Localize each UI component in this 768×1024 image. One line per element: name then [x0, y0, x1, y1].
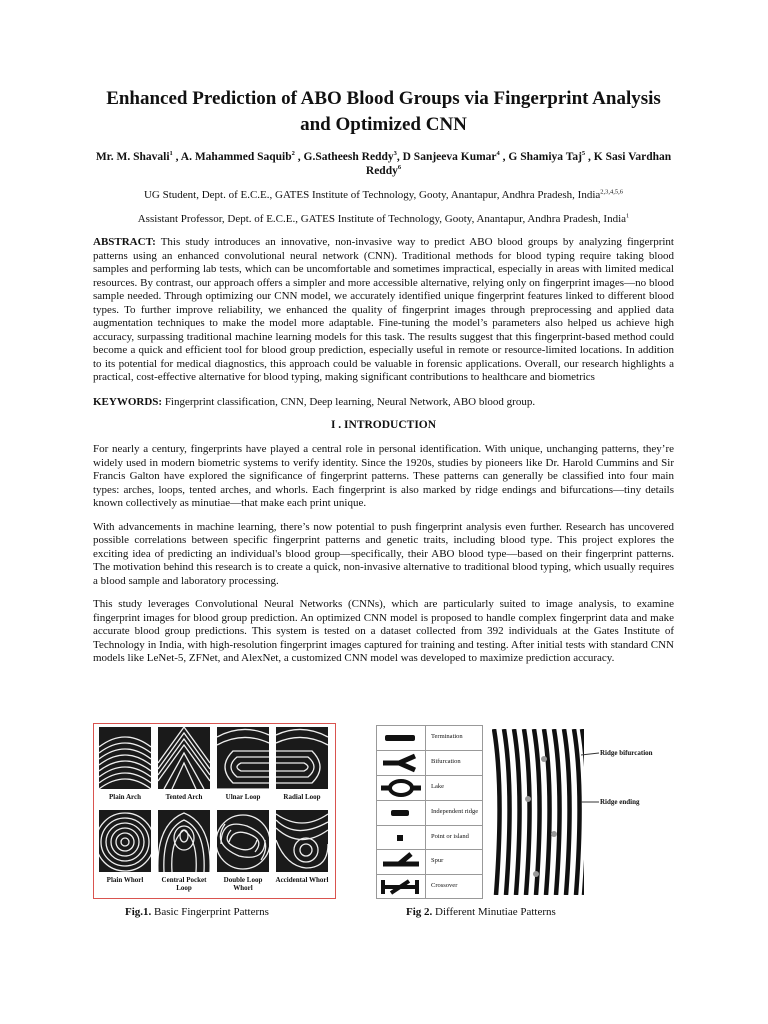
ridge-pattern-image — [492, 729, 584, 895]
pattern-cell — [274, 810, 330, 884]
minutiae-row — [377, 826, 482, 851]
author: , A. Mahammed Saquib — [172, 151, 292, 163]
section-heading: I . INTRODUCTION — [330, 419, 437, 431]
figure-2-caption — [406, 906, 556, 918]
affiliation-sup: 1 — [626, 212, 630, 220]
figure-1-caption — [125, 906, 269, 918]
author: , K Sasi Vardhan Reddy — [365, 151, 672, 177]
caption-label: Fig.1. — [125, 906, 152, 918]
minutiae-label: Independent ridge — [431, 807, 479, 815]
fingerprint-image — [217, 727, 269, 789]
termination-symbol — [377, 726, 426, 750]
affiliation-professor — [93, 212, 674, 226]
point-island-symbol — [377, 826, 426, 850]
minutiae-label: Crossover — [431, 882, 458, 890]
abstract — [93, 236, 674, 385]
minutiae-row — [377, 801, 482, 826]
minutiae-row — [377, 850, 482, 875]
spur-symbol — [377, 850, 426, 874]
lake-symbol — [377, 776, 426, 800]
independent-ridge-symbol — [377, 801, 426, 825]
minutiae-row — [377, 726, 482, 751]
fingerprint-image — [99, 810, 151, 872]
pattern-label: Accidental Whorl — [275, 876, 329, 884]
pattern-label: Radial Loop — [283, 793, 321, 801]
author: , D Sanjeeva Kumar — [396, 151, 497, 163]
author: Mr. M. Shavali — [95, 151, 170, 163]
paper-page — [93, 86, 674, 666]
affiliation-text: UG Student, Dept. of E.C.E., GATES Institute of Technology, Gooty, Anantapur, Andhra Pradesh, India — [143, 189, 601, 201]
caption-label: Fig 2. — [406, 906, 433, 918]
fingerprint-image — [217, 810, 269, 872]
keywords-text: Fingerprint classification, CNN, Deep learning, Neural Network, ABO blood group. — [162, 395, 536, 408]
pattern-cell — [215, 810, 271, 892]
pattern-cell — [215, 727, 271, 801]
author-sup: 4 — [496, 150, 500, 158]
minutiae-figure — [376, 725, 653, 897]
author-sup: 3 — [393, 150, 397, 158]
fingerprint-image — [276, 727, 328, 789]
pattern-cell — [97, 810, 153, 884]
figure-row — [93, 723, 653, 923]
intro-paragraph-2: With advancements in machine learning, there’s now potential to push fingerprint analysis even further. Research has uncovered possible correlations between specific fingerprint patterns and genetic traits, including blood type. This project explores the exciting idea of predicting an individual's blood group—specifically, their ABO blood type—based on their fingerprint patterns. The motivation behind this research is to create a quick, non-invasive alternative to traditional blood typing, which usually requires a blood sample and laboratory processing. — [93, 520, 674, 587]
paper-title: Enhanced Prediction of ABO Blood Groups via Fingerprint Analysis and Optimized CNN — [106, 88, 661, 135]
minutiae-label: Lake — [431, 782, 444, 790]
pattern-label: Double Loop Whorl — [223, 876, 263, 892]
abstract-text: This study introduces an innovative, non-invasive way to predict ABO blood groups by analyzing fingerprint patterns using an enhanced convolutional neural network (CNN). Traditional methods for blood typing require taking blood samples and performing lab tests, which can be uncomfortable and sometimes impractical, especially in areas with limited medical resources. By contrast, our approach offers a simpler and more accessible alternative, relying only on fingerprint images—no blood sample needed. Through optimizing our CNN model, we accurately identified unique fingerprint features linked to different blood types. To further improve reliability, we enhanced the quality of fingerprint images through preprocessing and applied data augmentation techniques to make the model more adaptable. Fine-tuning the model’s parameters also helped us achieve high accuracy, surpassing traditional machine learning models for this task. The results suggest that this fingerprint-based method could become a quick and efficient tool for blood group prediction, especially useful in remote or resource-limited locations. In addition to its potential for medical diagnostics, this approach could be valuable in forensic applications. Overall, our research highlights a practical, cost-effective alternative for blood typing, making significant contributions to healthcare and biometrics — [93, 236, 674, 383]
bifurcation-symbol — [377, 751, 426, 775]
ridge-ending-callout: Ridge ending — [600, 798, 640, 806]
fingerprint-image — [158, 810, 210, 872]
author-list — [93, 150, 674, 178]
pattern-label: Central Pocket Loop — [161, 876, 207, 892]
fingerprint-patterns-figure — [93, 723, 336, 899]
caption-text: Basic Fingerprint Patterns — [151, 906, 269, 918]
author-sup: 1 — [169, 150, 173, 158]
pattern-cell — [156, 727, 212, 801]
keywords — [93, 396, 674, 410]
pattern-label: Ulnar Loop — [225, 793, 261, 801]
pattern-label: Tented Arch — [165, 793, 203, 801]
minutiae-label: Spur — [431, 857, 444, 865]
minutiae-row — [377, 776, 482, 801]
pattern-label: Plain Arch — [109, 793, 141, 801]
pattern-cell — [156, 810, 212, 892]
minutiae-row — [377, 875, 482, 899]
caption-text: Different Minutiae Patterns — [432, 906, 556, 918]
minutiae-row — [377, 751, 482, 776]
fingerprint-image — [276, 810, 328, 872]
keywords-label: KEYWORDS: — [93, 395, 163, 408]
intro-paragraph-1: For nearly a century, fingerprints have played a central role in personal identification. With unique, unchanging patterns, they’re widely used in modern biometric systems to verify identity. Since the 1920s, studies by pioneers like Dr. Harold Cummins and Sir Francis Galton have explored the significance of fingerprint patterns. These patterns can generally be classified into four main types: arches, loops, tented arches, and whorls. Each fingerprint is also marked by ridge endings and bifurcations—tiny details known collectively as minutiae—that make each print unique. — [93, 443, 674, 509]
author: , G Shamiya Taj — [499, 151, 582, 163]
minutiae-label: Point or island — [431, 832, 469, 840]
minutiae-label: Bifurcation — [431, 757, 461, 765]
author-sup: 2 — [291, 150, 295, 158]
fingerprint-image — [99, 727, 151, 789]
author-sup: 6 — [397, 164, 402, 172]
abstract-label: ABSTRACT: — [93, 236, 156, 248]
author-sup: 5 — [581, 150, 586, 158]
affiliation-text: Assistant Professor, Dept. of E.C.E., GATES Institute of Technology, Gooty, Anantapur, Andhra Pradesh, India — [137, 213, 627, 225]
ridge-bifurcation-callout: Ridge bifurcation — [600, 749, 653, 757]
minutiae-table — [376, 725, 483, 899]
affiliation-students — [93, 188, 674, 202]
author: , G.Satheesh Reddy — [294, 151, 394, 163]
pattern-label: Plain Whorl — [106, 876, 144, 884]
crossover-symbol — [377, 875, 426, 899]
pattern-cell — [274, 727, 330, 801]
fingerprint-image — [158, 727, 210, 789]
minutiae-label: Termination — [431, 733, 463, 740]
affiliation-sup: 2,3,4,5,6 — [600, 188, 624, 196]
intro-paragraph-3: This study leverages Convolutional Neural Networks (CNNs), which are particularly suited to image analysis, to examine fingerprint images for blood group prediction. An optimized CNN model is proposed to handle complex fingerprint data and make accurate blood group predictions. This system is tested on a dataset collected from 392 individuals at the Gates Institute of Technology in India, with high-resolution fingerprint images captured for training and testing. After initial tests with standard CNN models like LeNet-5, ZFNet, and AlexNet, a customized CNN model was developed to maximize prediction accuracy. — [93, 598, 674, 664]
pattern-cell — [97, 727, 153, 801]
